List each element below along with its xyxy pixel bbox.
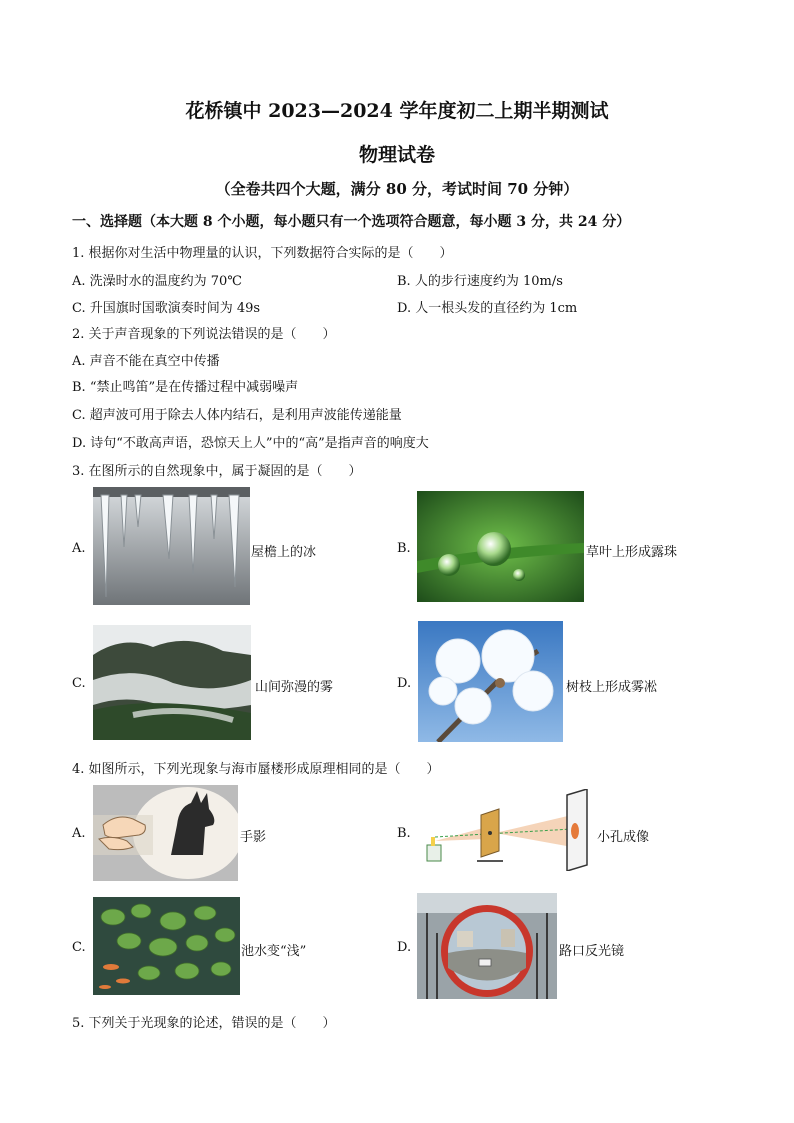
question-4-option-b-letter: B. <box>397 826 411 841</box>
pond-image <box>93 897 240 995</box>
question-3-stem: 3. 在图所示的自然现象中，属于凝固的是（ ） <box>72 464 362 479</box>
question-2-option-a: A. 声音不能在真空中传播 <box>72 354 220 369</box>
question-1-option-c: C. 升国旗时国歌演奏时间为 49s <box>72 301 261 316</box>
question-4-option-a-caption: 手影 <box>240 830 267 845</box>
question-3-option-c-caption: 山间弥漫的雾 <box>255 680 334 695</box>
question-3-option-d-letter: D. <box>397 676 412 691</box>
question-1-option-b: B. 人的步行速度约为 10m/s <box>397 274 563 289</box>
question-3-option-b-letter: B. <box>397 541 411 556</box>
question-3-option-a-letter: A. <box>72 541 86 556</box>
question-4-option-d-letter: D. <box>397 940 412 955</box>
question-1-stem: 1. 根据你对生活中物理量的认识，下列数据符合实际的是（ ） <box>72 246 453 261</box>
question-4-option-b-caption: 小孔成像 <box>597 830 650 845</box>
question-4-stem: 4. 如图所示，下列光现象与海市蜃楼形成原理相同的是（ ） <box>72 762 440 777</box>
subject-title: 物理试卷 <box>358 144 435 166</box>
question-2-option-b: B. “禁止鸣笛”是在传播过程中减弱噪声 <box>72 380 299 395</box>
question-4-option-a-letter: A. <box>72 826 86 841</box>
question-4-option-d-caption: 路口反光镜 <box>559 944 625 959</box>
question-5-stem: 5. 下列关于光现象的论述，错误的是（ ） <box>72 1016 336 1031</box>
exam-note: （全卷共四个大题，满分 80 分，考试时间 70 分钟） <box>215 180 579 198</box>
question-1-option-d: D. 人一根头发的直径约为 1cm <box>397 301 578 316</box>
fog-image <box>93 625 251 740</box>
question-3-option-a-caption: 屋檐上的冰 <box>251 545 317 560</box>
rime-image <box>418 621 563 742</box>
section-heading: 一、选择题（本大题 8 个小题，每小题只有一个选项符合题意，每小题 3 分，共 24 分） <box>72 214 631 230</box>
icicles-image <box>93 487 250 605</box>
question-3-option-b-caption: 草叶上形成露珠 <box>586 545 678 560</box>
convex-mirror-image <box>417 893 557 999</box>
question-3-option-c-letter: C. <box>72 676 86 691</box>
question-2-stem: 2. 关于声音现象的下列说法错误的是（ ） <box>72 327 336 342</box>
dewdrop-image <box>417 491 584 602</box>
question-2-option-c: C. 超声波可用于除去人体内结石，是利用声波能传递能量 <box>72 408 402 423</box>
question-4-option-c-letter: C. <box>72 940 86 955</box>
question-1-option-a: A. 洗澡时水的温度约为 70℃ <box>72 274 242 289</box>
exam-title: 花桥镇中 2023—2024 学年度初二上期半期测试 <box>185 100 609 122</box>
pinhole-camera-image <box>417 789 594 871</box>
question-3-option-d-caption: 树枝上形成雾凇 <box>566 680 658 695</box>
hand-shadow-image <box>93 785 238 881</box>
question-2-option-d: D. 诗句“不敢高声语，恐惊天上人”中的“高”是指声音的响度大 <box>72 436 429 451</box>
question-4-option-c-caption: 池水变“浅” <box>241 944 307 959</box>
